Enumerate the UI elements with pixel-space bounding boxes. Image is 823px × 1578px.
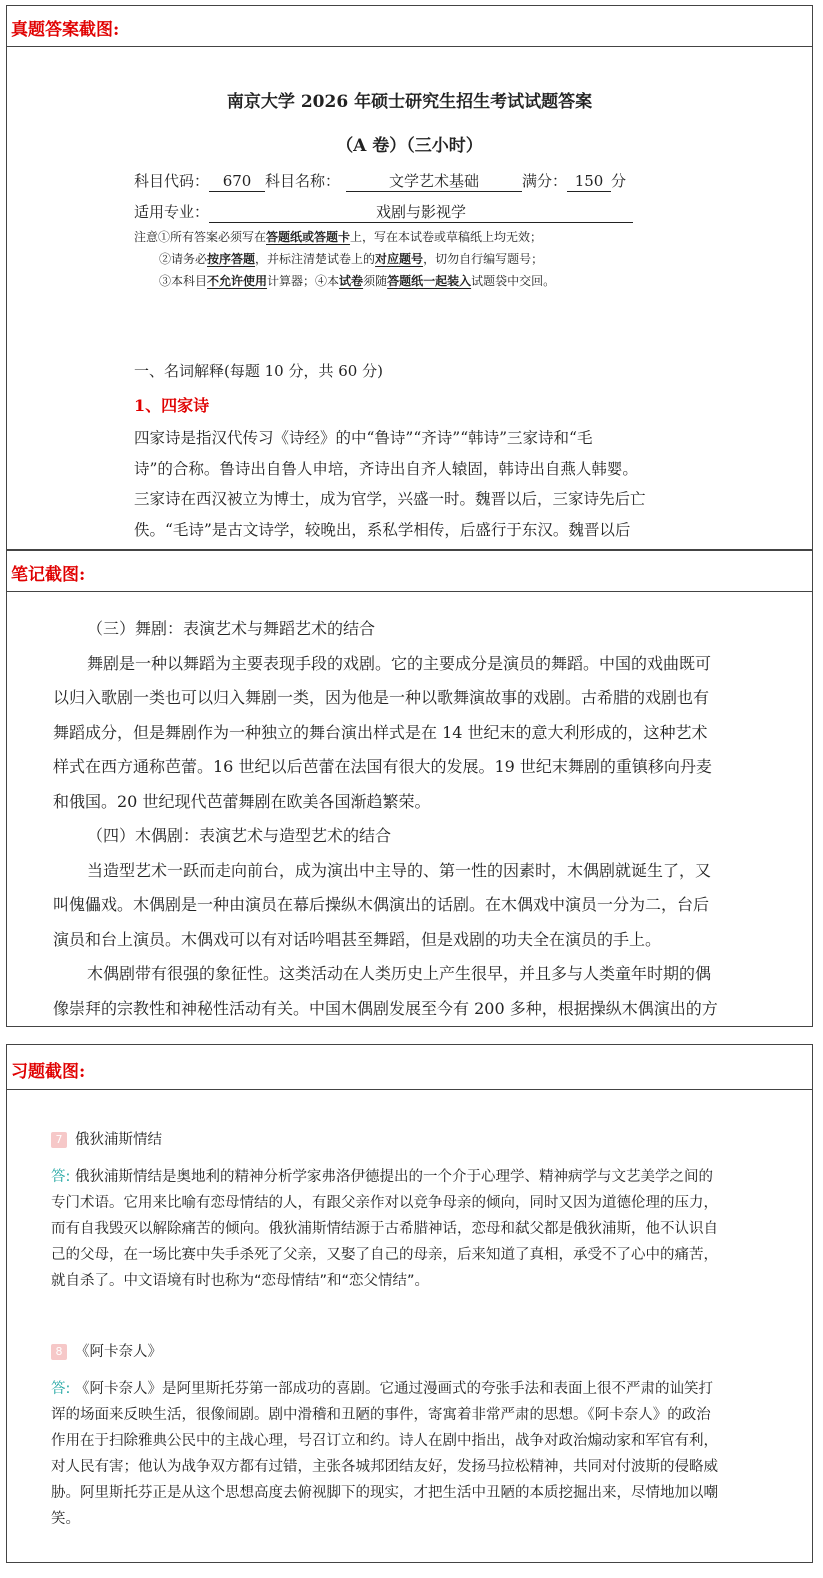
notice-text: 须随 bbox=[363, 274, 388, 288]
answer-line: 三家诗在西汉被立为博士，成为官学，兴盛一时。魏晋以后，三家诗先后亡 bbox=[134, 490, 646, 508]
notes-line: 和俄国。20 世纪现代芭蕾舞剧在欧美各国渐趋繁荣。 bbox=[53, 791, 431, 811]
notice-line-3 bbox=[159, 272, 555, 289]
answer-line: 对人民有害；他认为战争双方都有过错，主张各城邦团结友好，发扬马拉松精神，共同对付波斯的侵略威 bbox=[51, 1459, 718, 1475]
notice-text: ③本科目 bbox=[159, 274, 208, 288]
notice-text: ，并标注清楚试卷上的 bbox=[255, 252, 376, 266]
exercise-answer bbox=[51, 1164, 718, 1294]
exercise-answer bbox=[51, 1376, 718, 1532]
answer-paragraph bbox=[134, 423, 646, 545]
subject-code-label: 科目代码： bbox=[134, 172, 210, 190]
section-header-notes bbox=[6, 550, 813, 592]
exercise-title-row bbox=[51, 1128, 162, 1149]
notes-line: 像崇拜的宗教性和神秘性活动有关。中国木偶剧发展至今有 200 多种，根据操纵木偶演出的方 bbox=[53, 998, 718, 1018]
notes-line: 当造型艺术一跃而走向前台，成为演出中主导的、第一性的因素时，木偶剧就诞生了，又 bbox=[87, 860, 712, 880]
subject-info-row bbox=[134, 170, 626, 192]
answer-line: 作用在于扫除雅典公民中的主战心理，号召订立和约。诗人在剧中指出，战争对政治煽动家和军官有利， bbox=[51, 1433, 718, 1449]
notice-text: 上，写在本试卷或草稿纸上均无效； bbox=[350, 230, 543, 244]
score-unit: 分 bbox=[611, 172, 627, 190]
major-label: 适用专业： bbox=[134, 203, 210, 221]
notice-emphasis: 试卷 bbox=[339, 274, 364, 288]
section-header-exam-answer bbox=[6, 5, 813, 47]
notice-line-1 bbox=[134, 228, 542, 245]
answer-line: 笑。 bbox=[51, 1511, 80, 1527]
subject-code: 670 bbox=[209, 171, 265, 192]
answer-line: 《阿卡奈人》是阿里斯托芬第一部成功的喜剧。它通过漫画式的夸张手法和表面上很不严肃的讪笑打 bbox=[75, 1381, 713, 1397]
subject-name-label: 科目名称： bbox=[265, 172, 341, 190]
answer-label: 答: bbox=[51, 1169, 71, 1185]
exercise-number-badge: 7 bbox=[51, 1132, 67, 1148]
exercises-screenshot bbox=[6, 1089, 813, 1563]
part-heading: 一、名词解释(每题 10 分，共 60 分) bbox=[134, 362, 383, 380]
answer-line: 胁。阿里斯托芬正是从这个思想高度去俯视脚下的现实，才把生活中丑陋的本质挖掘出来，尽情地加以嘲 bbox=[51, 1485, 718, 1501]
notice-text: ，切勿自行编写题号； bbox=[423, 252, 544, 266]
notes-line: 木偶剧带有很强的象征性。这类活动在人类历史上产生很早，并且多与人类童年时期的偶 bbox=[87, 964, 712, 983]
notice-emphasis: 按序答题 bbox=[207, 252, 256, 266]
exercise-title: 俄狄浦斯情结 bbox=[75, 1132, 162, 1148]
exam-title: 南京大学 2026 年硕士研究生招生考试试题答案 bbox=[226, 92, 593, 112]
notes-line: 样式在西方通称芭蕾。16 世纪以后芭蕾在法国有很大的发展。19 世纪末舞剧的重镇移向丹麦 bbox=[53, 757, 712, 776]
notes-line: 舞剧是一种以舞蹈为主要表现手段的戏剧。它的主要成分是演员的舞蹈。中国的戏曲既可 bbox=[87, 653, 712, 673]
notice-emphasis: 答题纸或答题卡 bbox=[266, 230, 351, 244]
notice-line-2 bbox=[159, 250, 543, 267]
notes-line: 以归入歌剧一类也可以归入舞剧一类，因为他是一种以歌舞演故事的戏剧。古希腊的戏剧也有 bbox=[53, 688, 710, 707]
answer-line: 四家诗是指汉代传习《诗经》的中“鲁诗”“齐诗”“韩诗”三家诗和“毛 bbox=[134, 429, 593, 447]
subject-name: 文学艺术基础 bbox=[346, 171, 522, 192]
notes-heading: （四）木偶剧：表演艺术与造型艺术的结合 bbox=[87, 826, 392, 845]
notice-emphasis: 不允许使用 bbox=[207, 274, 268, 288]
answer-label: 答: bbox=[51, 1381, 71, 1397]
section-header-label: 笔记截图: bbox=[11, 565, 86, 585]
answer-line: 诨的场面来反映生活，很像闹剧。剧中滑稽和丑陋的事件，寄寓着非常严肃的思想。《阿卡奈人》的政治 bbox=[51, 1407, 711, 1423]
major-row bbox=[134, 201, 633, 223]
notes-heading: （三）舞剧：表演艺术与舞蹈艺术的结合 bbox=[87, 619, 376, 638]
exam-subtitle: （A 卷）（三小时） bbox=[336, 136, 483, 156]
notice-text: 注意①所有答案必须写在 bbox=[134, 230, 267, 244]
answer-line: 俄狄浦斯情结是奥地利的精神分析学家弗洛伊德提出的一个介于心理学、精神病学与文艺美学之间的 bbox=[75, 1169, 713, 1185]
notes-line: 叫傀儡戏。木偶剧是一种由演员在幕后操纵木偶演出的话剧。在木偶戏中演员一分为二，台后 bbox=[53, 895, 710, 914]
exercise-number-badge: 8 bbox=[51, 1344, 67, 1360]
notice-text: ②请务必 bbox=[159, 252, 208, 266]
section-header-label: 习题截图: bbox=[11, 1062, 86, 1082]
answer-line: 专门术语。它用来比喻有恋母情结的人，有跟父亲作对以竞争母亲的倾向，同时又因为道德伦理的压力， bbox=[51, 1195, 718, 1211]
answer-line: 而有自我毁灭以解除痛苦的倾向。俄狄浦斯情结源于古希腊神话，恋母和弑父都是俄狄浦斯，他不认识自 bbox=[51, 1221, 718, 1237]
section-header-label: 真题答案截图: bbox=[11, 20, 120, 40]
section-header-exercises bbox=[6, 1044, 813, 1090]
exam-answer-screenshot bbox=[6, 46, 813, 550]
notice-text: 试题袋中交回。 bbox=[471, 274, 556, 288]
notes-line: 演员和台上演员。木偶戏可以有对话吟唱甚至舞蹈，但是戏剧的功夫全在演员的手上。 bbox=[53, 929, 662, 949]
full-score-label: 满分： bbox=[522, 172, 568, 190]
notes-screenshot bbox=[6, 591, 813, 1027]
full-score: 150 bbox=[567, 171, 611, 192]
notice-text: 计算器；④本 bbox=[267, 274, 340, 288]
notice-emphasis: 对应题号 bbox=[375, 252, 424, 266]
notes-body bbox=[53, 612, 718, 1026]
answer-line: 己的父母，在一场比赛中失手杀死了父亲，又娶了自己的母亲，后来知道了真相，承受不了心中的痛苦， bbox=[51, 1247, 718, 1263]
question-title: 1、四家诗 bbox=[134, 396, 210, 415]
answer-line: 佚。“毛诗”是古文诗学，较晚出，系私学相传，后盛行于东汉。魏晋以后 bbox=[134, 520, 631, 539]
notes-line: 舞蹈成分，但是舞剧作为一种独立的舞台演出样式是在 14 世纪末的意大利形成的，这种艺术 bbox=[53, 722, 708, 742]
major-value: 戏剧与影视学 bbox=[209, 202, 633, 223]
answer-line: 诗”的合称。鲁诗出自鲁人申培，齐诗出自齐人辕固，韩诗出自燕人韩婴。 bbox=[134, 459, 638, 478]
exercise-title-row bbox=[51, 1340, 162, 1361]
exercise-title: 《阿卡奈人》 bbox=[75, 1344, 162, 1360]
notice-emphasis: 答题纸一起装入 bbox=[387, 274, 472, 288]
answer-line: 就自杀了。中文语境有时也称为“恋母情结”和“恋父情结”。 bbox=[51, 1273, 430, 1289]
